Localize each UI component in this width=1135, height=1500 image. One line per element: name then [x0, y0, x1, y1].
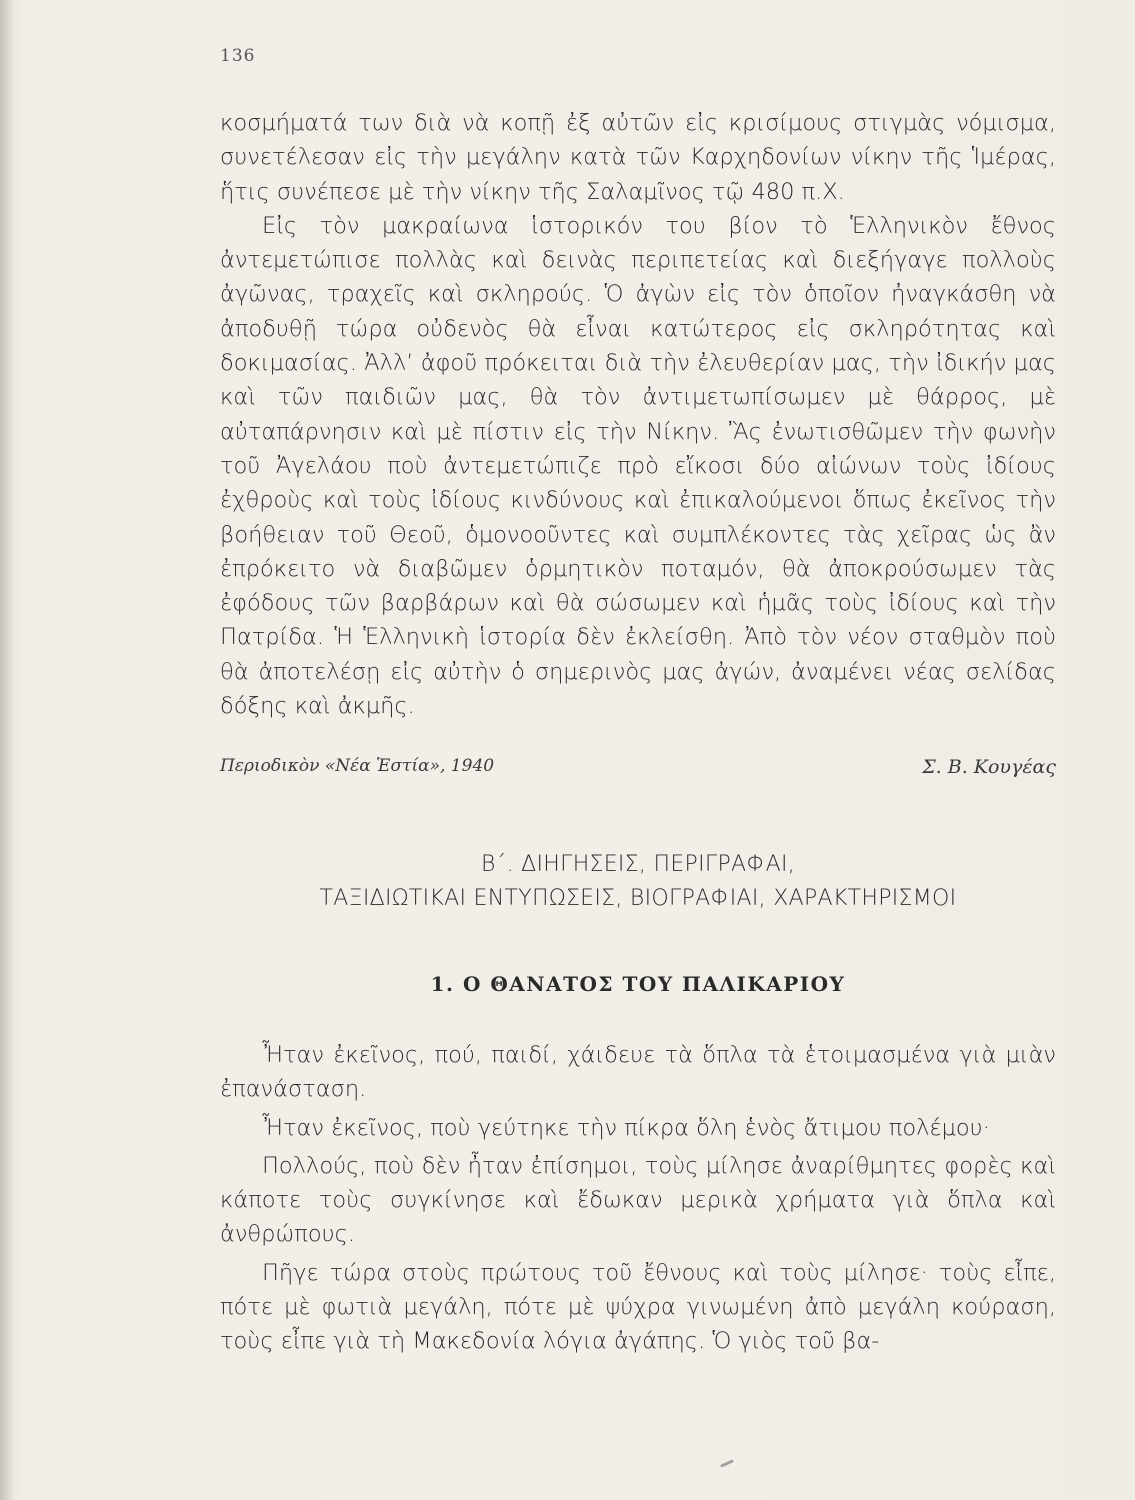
ink-smudge — [720, 1459, 734, 1468]
passage-one — [220, 106, 1056, 723]
passage-two — [220, 1038, 1056, 1363]
page-number: 136 — [220, 46, 256, 66]
chapter-title: 1. Ο ΘΑΝΑΤΟΣ ΤΟΥ ΠΑΛΙΚΑΡΙΟΥ — [430, 972, 846, 996]
author-signature: Σ. Β. Κουγέας — [922, 756, 1056, 778]
paragraph: Πῆγε τώρα στοὺς πρώτους τοῦ ἔθνους καὶ τοὺς μίλησε· τοὺς εἶπε, πότε μὲ φωτιὰ μεγάλη, πότε μὲ ψύχρα γινωμένη ἀπὸ μεγάλη κούραση, τοὺς εἶπε γιὰ τὴ Μακεδονία λόγια ἀγάπης. Ὁ γιὸς τοῦ βα- — [220, 1259, 1056, 1355]
section-heading — [220, 848, 1056, 916]
spine-shadow — [0, 0, 14, 1500]
paragraph: Ἦταν ἐκεῖνος, πού, παιδί, χάιδευε τὰ ὅπλα τὰ ἑτοιμασμένα γιὰ μιὰν ἐπανάσταση. — [220, 1042, 1056, 1103]
paragraph: Ἦταν ἐκεῖνος, ποὺ γεύτηκε τὴν πίκρα ὅλη ἑνὸς ἄτιμου πολέμου· — [262, 1114, 990, 1141]
source-reference: Περιοδικὸν «Νέα Ἑστία», 1940 — [220, 756, 495, 776]
paragraph: Πολλούς, ποὺ δὲν ἦταν ἐπίσημοι, τοὺς μίλησε ἀναρίθμητες φορὲς καὶ κάποτε τοὺς συγκίνησε καὶ ἔδωκαν μερικὰ χρήματα γιὰ ὅπλα καὶ ἀνθρώπους. — [220, 1152, 1056, 1248]
paragraph: κοσμήματά των διὰ νὰ κοπῇ ἐξ αὐτῶν εἰς κρισίμους στιγμὰς νόμισμα, συνετέλεσαν εἰς τὴν μεγάλην κατὰ τῶν Καρχηδονίων νίκην τῆς Ἱμέρας, ἥτις συνέπεσε μὲ τὴν νίκην τῆς Σαλαμῖνος τῷ 480 π.Χ. — [220, 110, 1056, 205]
section-heading-line: ΤΑΞΙΔΙΩΤΙΚΑΙ ΕΝΤΥΠΩΣΕΙΣ, ΒΙΟΓΡΑΦΙΑΙ, ΧΑΡΑΚΤΗΡΙΣΜΟΙ — [319, 886, 957, 911]
paragraph: Εἰς τὸν μακραίωνα ἱστορικόν του βίον τὸ Ἑλληνικὸν ἔθνος ἀντεμετώπισε πολλὰς καὶ δεινὰς περιπετείας καὶ διεξήγαγε πολλοὺς ἀγῶνας, τραχεῖς καὶ σκληρούς. Ὁ ἀγὼν εἰς τὸν ὁποῖον ἠναγκάσθη νὰ ἀποδυθῇ τώρα οὐδενὸς θὰ εἶναι κατώτερος εἰς σκληρότητας καὶ δοκιμασίας. Ἀλλ’ ἀφοῦ πρόκειται διὰ τὴν ἐλευθερίαν μας, τὴν ἰδικήν μας καὶ τῶν παιδιῶν μας, θὰ τὸν ἀντιμετωπίσωμεν μὲ θάρρος, μὲ αὐταπάρνησιν καὶ μὲ πίστιν εἰς τὴν Νίκην. Ἂς ἐνωτισθῶμεν τὴν φωνὴν τοῦ Ἀγελάου ποὺ ἀντεμετώπιζε πρὸ εἴκοσι δύο αἰώνων τοὺς ἰδίους ἐχθροὺς καὶ τοὺς ἰδίους κινδύνους καὶ ἐπικαλούμενοι ὅπως ἐκεῖνος τὴν βοήθειαν τοῦ Θεοῦ, ὁμονοοῦντες καὶ συμπλέκοντες τὰς χεῖρας ὡς ἂν ἐπρόκειτο νὰ διαβῶμεν ὁρμητικὸν ποταμόν, θὰ ἀποκρούσωμεν τὰς ἐφόδους τῶν βαρβάρων καὶ θὰ σώσωμεν καὶ ἡμᾶς τοὺς ἰδίους καὶ τὴν Πατρίδα. Ἡ Ἑλληνικὴ ἱστορία δὲν ἐκλείσθη. Ἀπὸ τὸν νέον σταθμὸν ποὺ θὰ ἀποτελέσῃ εἰς αὐτὴν ὁ σημερινὸς μας ἀγών, ἀναμένει νέας σελίδας δόξης καὶ ἀκμῆς. — [220, 212, 1056, 720]
section-heading-line: Β΄. ΔΙΗΓΗΣΕΙΣ, ΠΕΡΙΓΡΑΦΑΙ, — [480, 852, 796, 877]
